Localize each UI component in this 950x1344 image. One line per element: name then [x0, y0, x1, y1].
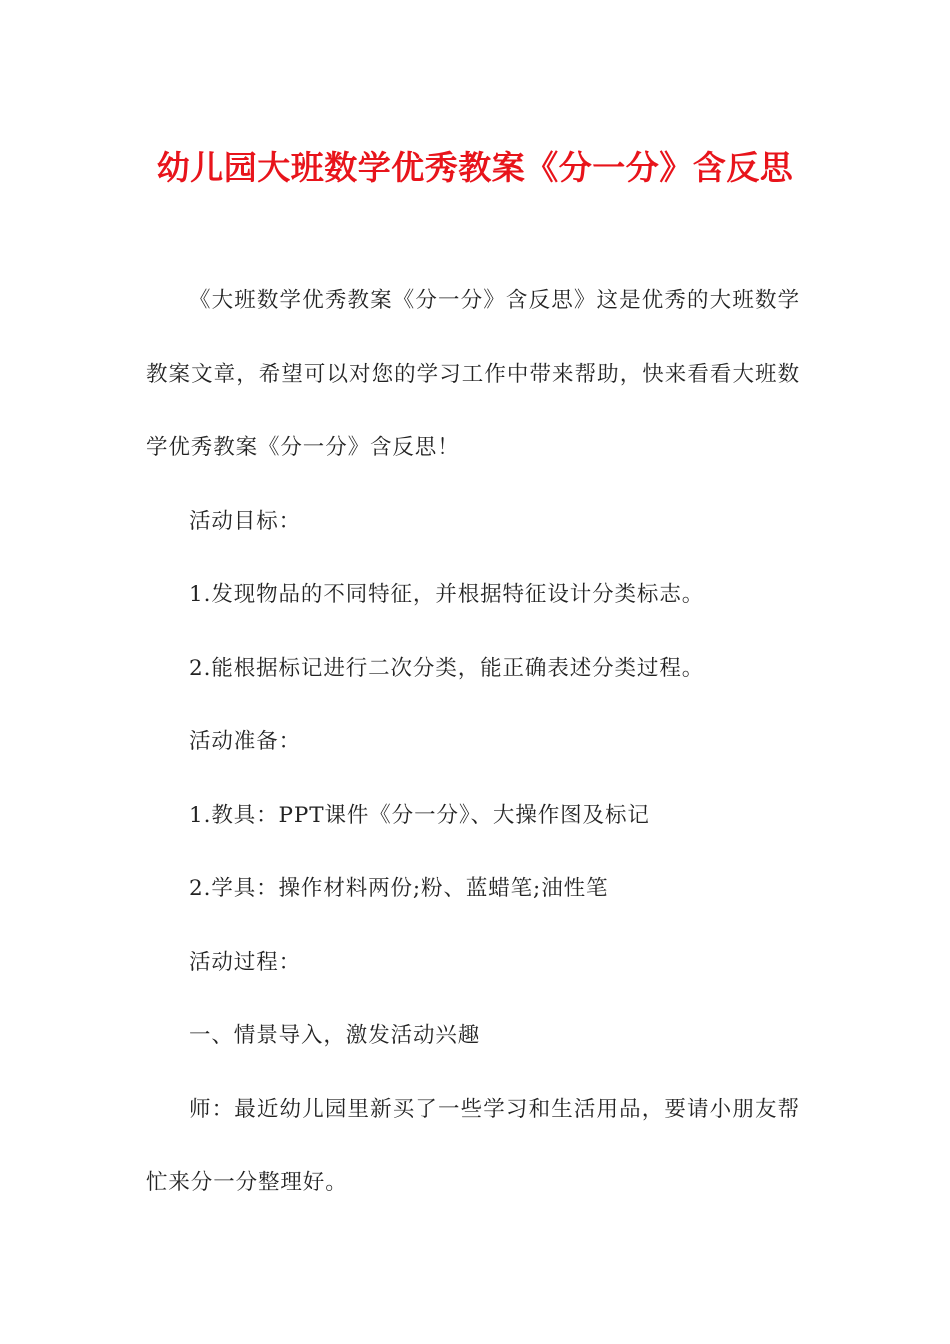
process-step-1: 一、情景导入，激发活动兴趣 [189, 1023, 481, 1048]
document-body [146, 264, 800, 1220]
teacher-dialogue-paragraph: 师：最近幼儿园里新买了一些学习和生活用品，要请小朋友帮忙来分一分整理好。 [146, 1096, 800, 1195]
goal-item-1: 1.发现物品的不同特征，并根据特征设计分类标志。 [189, 582, 705, 607]
section-heading-goals: 活动目标： [189, 508, 302, 534]
goal-item-2: 2.能根据标记进行二次分类，能正确表述分类过程。 [189, 655, 705, 681]
preparation-item-2: 2.学具：操作材料两份;粉、蓝蜡笔;油性笔 [189, 876, 609, 901]
section-heading-preparation: 活动准备： [189, 729, 302, 754]
preparation-item-1: 1.教具：PPT课件《分一分》、大操作图及标记 [189, 802, 650, 828]
document-title: 幼儿园大班数学优秀教案《分一分》含反思 [156, 148, 794, 187]
intro-paragraph: 《大班数学优秀教案《分一分》含反思》这是优秀的大班数学教案文章，希望可以对您的学习工作中带来帮助，快来看看大班数学优秀教案《分一分》含反思！ [146, 288, 800, 460]
section-heading-process: 活动过程： [189, 949, 302, 975]
